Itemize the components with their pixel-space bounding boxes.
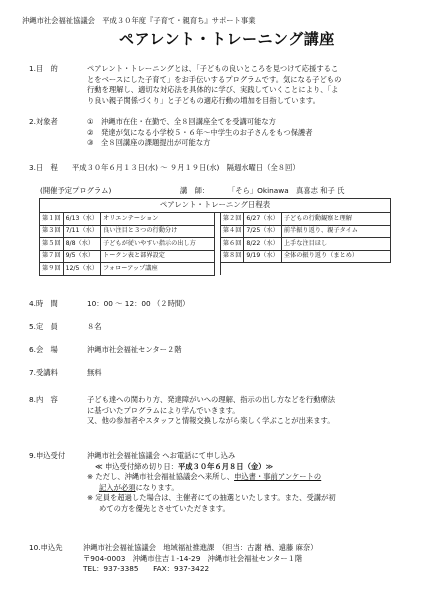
target-item: ② 発達が気になる小学校５・６年〜中学生のお子さんをもつ保護者 [87, 127, 313, 137]
purpose-text [87, 64, 405, 106]
table-row: 第９回 12/5（水） フォローアップ講座 [40, 263, 391, 276]
contact-line: 沖縄市社会福祉協議会 地域福祉推進課 （担当：古謝 楢、遠藤 麻奈） [83, 543, 318, 552]
application-note: 記入が必須になります。 [99, 482, 179, 492]
purpose-line: り良い親子関係づくり」と子どもの適応行動の増加を目指しています。 [87, 95, 320, 105]
capacity-text: ８名 [87, 322, 102, 331]
page-title: ペアレント・トレーニング講座 [119, 30, 335, 48]
purpose-line: 行動を理解し、適切な対応法を具体的に学び、実践していくことにより、「よ [87, 85, 339, 94]
program-note: (開催予定プログラム) [40, 186, 112, 195]
content-label: 8.内 容 [29, 395, 58, 404]
target-item: ③ 全８回講座の課題提出が可能な方 [87, 138, 211, 147]
venue-label: 6.会 場 [29, 345, 58, 354]
deadline-line: ≪ 申込受付締め切り日：平成３０年６月８日（金）≫ [95, 461, 274, 471]
fee-label: 7.受講料 [29, 368, 58, 377]
fee-text: 無料 [87, 368, 102, 377]
time-label: 4.時 間 [29, 299, 58, 308]
table-row: 第３回 7/11（水） 良い注目と３つの行動分け 第４回 7/25（水） 前半振り返り、親子タイム [40, 225, 391, 238]
content-line: に基づいたプログラムにより学んでいきます。 [87, 405, 240, 415]
lecturer-label: 講 師： [180, 186, 210, 195]
table-title: ペアレント・トレーニング日程表 [40, 199, 391, 213]
purpose-line: とをベースにした子育て」をお手伝いするプログラムです。気になる子どもの [87, 74, 342, 84]
target-item: ① 沖縄市在住・在勤で、全８回講座全てを受講可能な方 [87, 117, 276, 126]
time-text: 10：00 〜 12：00 （２時間） [87, 299, 190, 308]
schedule-label: 3.日 程 [29, 163, 58, 172]
application-line: 沖縄市社会福祉協議会 へお電話にて申し込み [87, 451, 236, 460]
contact-address: 〒904-0003 沖縄市住吉１-14-29 沖縄市社会福祉センター１階 [83, 553, 303, 563]
content-line: 子ども達への関わり方、発達障がいへの理解、指示の出し方などを行動療法 [87, 395, 336, 404]
purpose-line: ペアレント・トレーニングとは、「子どもの良いところを見つけて応援するこ [87, 64, 339, 73]
table-row: 第７回 9/5（水） トークン表と部界設定 第８回 9/19（水） 全体の振り返り（まとめ） [40, 250, 391, 263]
target-label: 2.対象者 [29, 117, 58, 126]
application-body [87, 451, 405, 514]
schedule-table [39, 198, 391, 276]
application-note: ※ ただし、沖縄市社会福祉協議会へ来所し、申込書・事前アンケートの [87, 472, 322, 481]
content-line: 又、他の参加者やスタッフと情報交換しながら楽しく学ぶことが出来ます。 [87, 416, 335, 425]
application-label: 9.申込受付 [29, 451, 66, 460]
lecturer-name: 「そら」Okinawa 真喜志 和子 氏 [228, 186, 345, 195]
contact-label: 10.申込先 [29, 543, 63, 552]
purpose-label: 1.目 的 [29, 64, 58, 73]
target-list [87, 117, 405, 149]
contact-body [83, 543, 401, 575]
content-text [87, 395, 405, 427]
org-line: 沖縄市社会福祉協議会 平成３０年度『子育て・親育ち』サポート事業 [22, 16, 256, 25]
application-note: ※ 定員を超過した場合は、主催者にての抽選といたします。また、受講が初 [87, 493, 336, 502]
capacity-label: 5.定 員 [29, 322, 58, 331]
schedule-text: 平成３０年６月１３日(水) 〜 ９月１９日(水) 隔週水曜日（全８回） [72, 163, 300, 172]
contact-phone: TEL：937-3385 FAX：937-3422 [83, 564, 210, 573]
table-row: 第５回 8/8（水） 子どもが従いやすい指示の出し方 第６回 8/22（水） 上手な注目ほし [40, 238, 391, 251]
venue-text: 沖縄市社会福祉センター２階 [87, 345, 182, 354]
table-row: 第１回 6/13（水） オリエンテーション 第２回 6/27（水） 子どもの行動観察と理解 [40, 213, 391, 226]
deadline-date: 平成３０年６月８日（金） [177, 461, 266, 471]
application-note: めての方を優先とさせていただきます。 [99, 503, 230, 513]
